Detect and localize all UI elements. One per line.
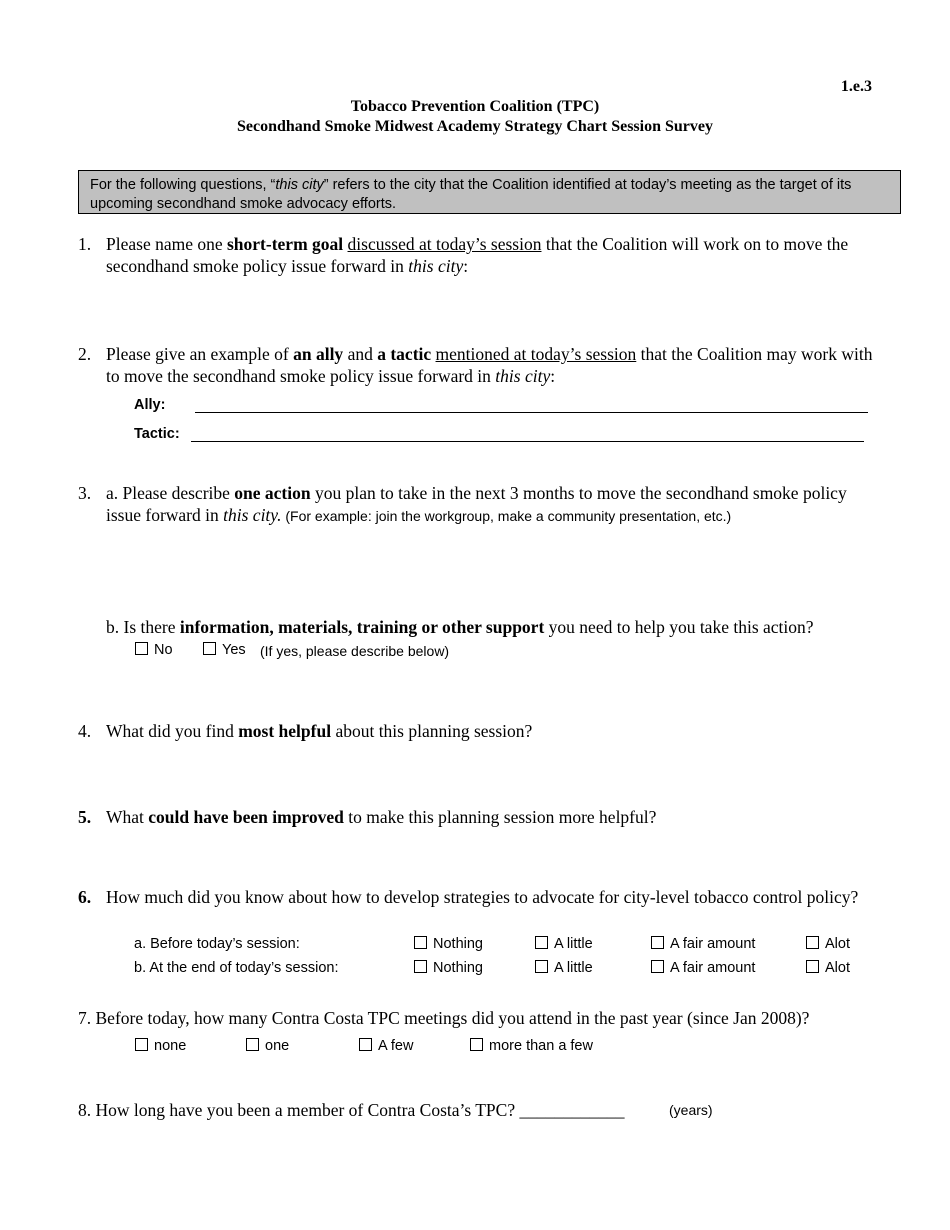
q7-option-none[interactable]: [135, 1038, 186, 1054]
question-3-number: 3.: [78, 483, 92, 503]
question-3b-text: [106, 616, 886, 638]
q6-before-option-a-little[interactable]: [535, 936, 593, 952]
q4-text-a: What did you find: [106, 721, 239, 741]
q3a-example: (For example: join the workgroup, make a community presentation, etc.): [281, 508, 732, 524]
tactic-input-line[interactable]: [191, 441, 864, 442]
q6-end-option-nothing[interactable]: [414, 960, 483, 976]
option-label: A little: [554, 936, 593, 952]
q1-text-a: Please name one: [106, 234, 227, 254]
checkbox-icon[interactable]: [135, 1038, 148, 1051]
q3a-text-b: you plan to take in the next 3 months to move the secondhand smoke policy issue forward in: [106, 483, 847, 525]
q2-text-c: that the Coalition may work with to move the secondhand smoke policy issue forward in: [106, 344, 873, 386]
checkbox-icon[interactable]: [535, 960, 548, 973]
option-label: A fair amount: [670, 936, 756, 952]
q3b-option-no-label: No: [154, 642, 173, 658]
ally-label: Ally:: [134, 397, 166, 413]
q1-underlined: discussed at today’s session: [347, 234, 542, 254]
q2-underlined: mentioned at today’s session: [435, 344, 637, 364]
checkbox-icon[interactable]: [246, 1038, 259, 1051]
question-8-text: 8. How long have you been a member of Contra Costa’s TPC? ____________: [78, 1100, 625, 1120]
checkbox-icon[interactable]: [414, 936, 427, 949]
document-id: 1.e.3: [840, 78, 872, 95]
question-4-number: 4.: [78, 721, 92, 741]
q3b-option-no[interactable]: [135, 642, 173, 658]
q6-end-option-fair-amount[interactable]: [651, 960, 755, 976]
question-3a-text: [106, 482, 876, 527]
option-label: Nothing: [433, 936, 483, 952]
q2-bold-tactic: a tactic: [377, 344, 432, 364]
option-label: none: [154, 1038, 187, 1054]
question-4-text: [106, 720, 886, 742]
q7-option-more-than-a-few[interactable]: [470, 1038, 593, 1054]
q6-before-option-nothing[interactable]: [414, 936, 483, 952]
checkbox-icon[interactable]: [651, 936, 664, 949]
question-1-number: 1.: [78, 234, 92, 254]
q4-bold: most helpful: [238, 721, 332, 741]
question-2-number: 2.: [78, 344, 92, 364]
q3b-yes-note: (If yes, please describe below): [260, 643, 450, 659]
option-label: Alot: [825, 936, 850, 952]
q6-row-end-label: b. At the end of today’s session:: [134, 960, 339, 976]
checkbox-icon[interactable]: [414, 960, 427, 973]
question-2-text: [106, 343, 876, 387]
notice-text-post: ” refers to the city that the Coalition identified at today’s meeting as the target of its upcoming secondhand smoke advocacy efforts.: [90, 177, 852, 212]
q2-italic: this city: [495, 366, 551, 386]
q1-italic: this city: [408, 256, 464, 276]
q3b-text-a: b. Is there: [106, 617, 180, 637]
option-label: one: [265, 1038, 290, 1054]
page-title: Tobacco Prevention Coalition (TPC): [350, 98, 600, 115]
q3b-option-yes[interactable]: [203, 642, 246, 658]
page-subtitle: Secondhand Smoke Midwest Academy Strategy Chart Session Survey: [236, 118, 713, 135]
q7-option-one[interactable]: [246, 1038, 289, 1054]
q6-before-option-alot[interactable]: [806, 936, 850, 952]
q2-text-d: :: [550, 366, 556, 386]
option-label: Nothing: [433, 960, 483, 976]
question-6-number: 6.: [78, 887, 92, 907]
question-5-text: [106, 806, 886, 828]
checkbox-icon[interactable]: [470, 1038, 483, 1051]
option-label: Alot: [825, 960, 850, 976]
q8-unit: (years): [669, 1102, 713, 1118]
q6-end-option-a-little[interactable]: [535, 960, 593, 976]
checkbox-icon[interactable]: [203, 642, 216, 655]
q3b-text-b: you need to help you take this action?: [544, 617, 814, 637]
q2-text-b: and: [343, 344, 378, 364]
checkbox-icon[interactable]: [359, 1038, 372, 1051]
checkbox-icon[interactable]: [651, 960, 664, 973]
notice-text-pre: For the following questions, “: [90, 177, 276, 193]
q7-option-a-few[interactable]: [359, 1038, 413, 1054]
q3a-italic: this city.: [223, 505, 282, 525]
checkbox-icon[interactable]: [535, 936, 548, 949]
ally-input-line[interactable]: [195, 412, 868, 413]
tactic-label: Tactic:: [134, 426, 180, 442]
q5-text-a: What: [106, 807, 149, 827]
q2-text-a: Please give an example of: [106, 344, 294, 364]
q6-before-option-fair-amount[interactable]: [651, 936, 755, 952]
q1-text-b: that the Coalition will work on to move the secondhand smoke policy issue forward in: [106, 234, 849, 276]
q3b-bold: information, materials, training or other support: [179, 617, 545, 637]
option-label: A fair amount: [670, 960, 756, 976]
q3a-bold: one action: [234, 483, 311, 503]
q5-text-b: to make this planning session more helpful?: [343, 807, 657, 827]
checkbox-icon[interactable]: [806, 960, 819, 973]
option-label: A few: [378, 1038, 414, 1054]
q5-bold: could have been improved: [148, 807, 344, 827]
question-6-text: How much did you know about how to develop strategies to advocate for city-level tobacco control policy?: [106, 887, 859, 907]
q4-text-b: about this planning session?: [331, 721, 533, 741]
notice-term: this city: [275, 177, 324, 193]
q6-row-before-label: a. Before today’s session:: [134, 936, 300, 952]
instruction-notice: [78, 170, 901, 214]
q3a-text-a: a. Please describe: [106, 483, 235, 503]
q3b-option-yes-label: Yes: [222, 642, 246, 658]
question-7-text: 7. Before today, how many Contra Costa TPC meetings did you attend in the past year (since Jan 2008)?: [78, 1008, 810, 1028]
checkbox-icon[interactable]: [806, 936, 819, 949]
question-1-text: [106, 233, 886, 277]
q6-end-option-alot[interactable]: [806, 960, 850, 976]
q1-text-c: :: [463, 256, 469, 276]
q2-bold-ally: an ally: [293, 344, 344, 364]
question-5-number: 5.: [78, 807, 92, 827]
option-label: more than a few: [489, 1038, 593, 1054]
q1-bold: short-term goal: [227, 234, 344, 254]
checkbox-icon[interactable]: [135, 642, 148, 655]
option-label: A little: [554, 960, 593, 976]
